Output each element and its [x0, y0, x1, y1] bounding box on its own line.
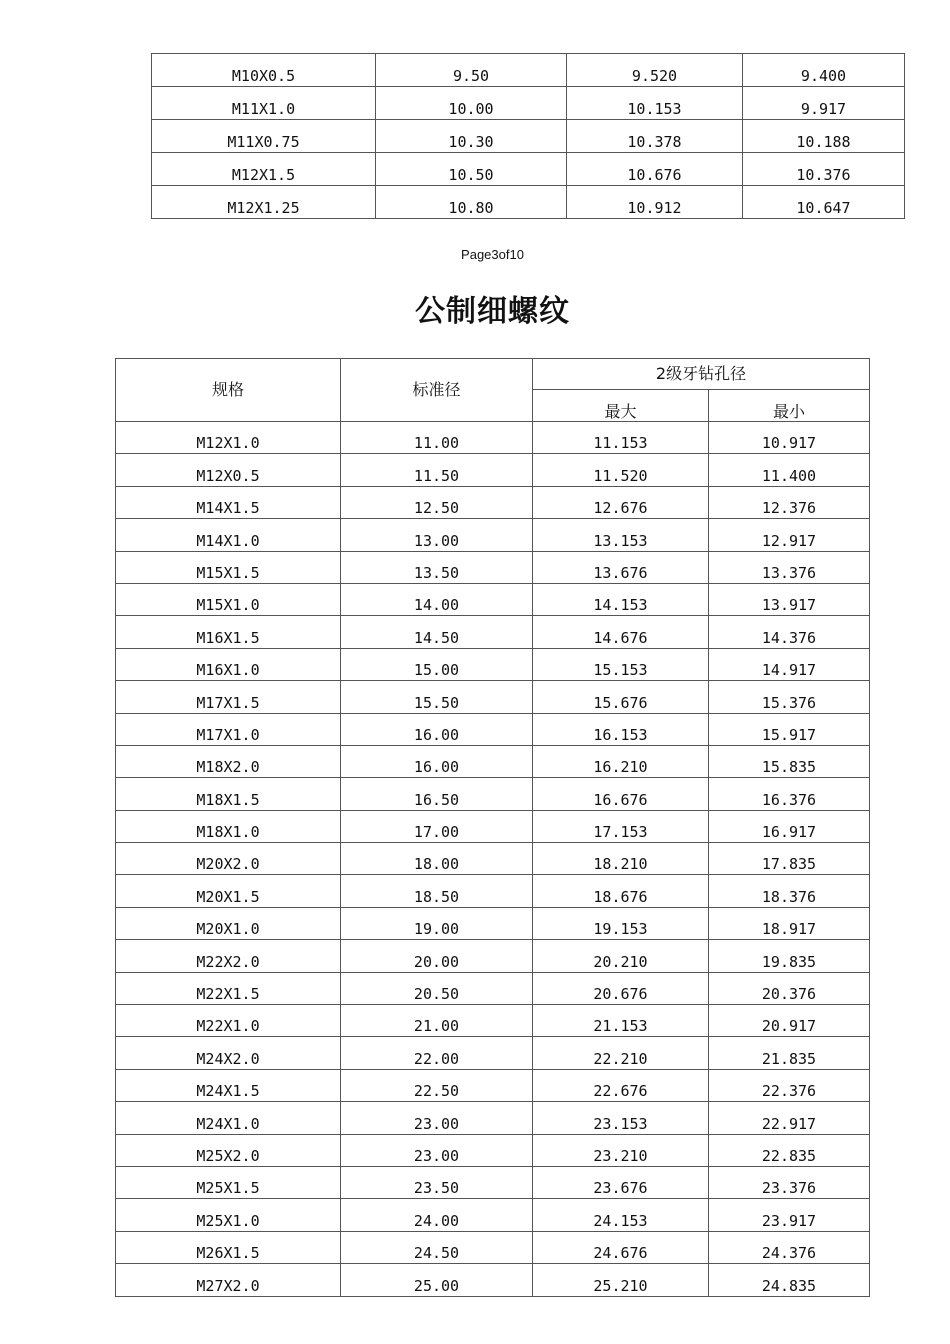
table-row	[152, 120, 905, 153]
header-spec: 规格	[116, 359, 341, 422]
cell-standard-diameter: 18.00	[341, 843, 533, 875]
cell-standard-diameter: 13.50	[341, 551, 533, 583]
cell-max: 18.676	[533, 875, 709, 907]
cell-max: 18.210	[533, 843, 709, 875]
table-row	[152, 186, 905, 219]
cell-max: 23.153	[533, 1102, 709, 1134]
cell-standard-diameter: 10.80	[376, 186, 567, 219]
cell-min: 16.376	[709, 778, 870, 810]
cell-spec: M24X2.0	[116, 1037, 341, 1069]
cell-standard-diameter: 22.50	[341, 1069, 533, 1101]
cell-max: 15.153	[533, 648, 709, 680]
cell-max: 11.153	[533, 422, 709, 454]
cell-min: 15.376	[709, 681, 870, 713]
cell-spec: M16X1.0	[116, 648, 341, 680]
cell-min: 18.376	[709, 875, 870, 907]
table-row	[116, 1264, 870, 1296]
cell-spec: M20X2.0	[116, 843, 341, 875]
table-row	[152, 54, 905, 87]
cell-spec: M14X1.0	[116, 519, 341, 551]
cell-standard-diameter: 25.00	[341, 1264, 533, 1296]
cell-max: 11.520	[533, 454, 709, 486]
cell-min: 10.917	[709, 422, 870, 454]
cell-min: 12.376	[709, 486, 870, 518]
cell-standard-diameter: 10.00	[376, 87, 567, 120]
table-row	[116, 843, 870, 875]
table-header	[116, 359, 870, 422]
cell-max: 21.153	[533, 1005, 709, 1037]
table-row	[116, 486, 870, 518]
cell-min: 22.917	[709, 1102, 870, 1134]
cell-min: 18.917	[709, 907, 870, 939]
cell-min: 16.917	[709, 810, 870, 842]
table-row	[116, 422, 870, 454]
cell-standard-diameter: 14.50	[341, 616, 533, 648]
cell-standard-diameter: 14.00	[341, 583, 533, 615]
cell-spec: M22X2.0	[116, 940, 341, 972]
cell-spec: M12X0.5	[116, 454, 341, 486]
cell-standard-diameter: 23.00	[341, 1102, 533, 1134]
cell-standard-diameter: 23.00	[341, 1134, 533, 1166]
table-body	[116, 422, 870, 1297]
cell-min: 10.647	[743, 186, 905, 219]
cell-standard-diameter: 15.50	[341, 681, 533, 713]
cell-spec: M27X2.0	[116, 1264, 341, 1296]
cell-standard-diameter: 21.00	[341, 1005, 533, 1037]
cell-min: 22.376	[709, 1069, 870, 1101]
cell-max: 20.210	[533, 940, 709, 972]
cell-max: 14.153	[533, 583, 709, 615]
table-row	[152, 153, 905, 186]
header-row	[116, 359, 870, 390]
cell-spec: M22X1.5	[116, 972, 341, 1004]
page-number: Page3of10	[461, 247, 524, 262]
cell-min: 14.376	[709, 616, 870, 648]
cell-standard-diameter: 11.00	[341, 422, 533, 454]
cell-max: 10.153	[567, 87, 743, 120]
cell-standard-diameter: 10.30	[376, 120, 567, 153]
cell-max: 22.210	[533, 1037, 709, 1069]
cell-max: 12.676	[533, 486, 709, 518]
cell-max: 16.153	[533, 713, 709, 745]
cell-spec: M14X1.5	[116, 486, 341, 518]
cell-min: 9.400	[743, 54, 905, 87]
cell-max: 16.676	[533, 778, 709, 810]
cell-spec: M11X1.0	[152, 87, 376, 120]
cell-max: 20.676	[533, 972, 709, 1004]
cell-min: 12.917	[709, 519, 870, 551]
cell-spec: M12X1.0	[116, 422, 341, 454]
cell-standard-diameter: 16.00	[341, 745, 533, 777]
cell-min: 13.376	[709, 551, 870, 583]
cell-min: 15.917	[709, 713, 870, 745]
cell-spec: M25X1.0	[116, 1199, 341, 1231]
page-title: 公制细螺纹	[415, 294, 570, 329]
cell-standard-diameter: 20.00	[341, 940, 533, 972]
cell-max: 25.210	[533, 1264, 709, 1296]
cell-max: 13.676	[533, 551, 709, 583]
cell-standard-diameter: 16.50	[341, 778, 533, 810]
cell-min: 23.917	[709, 1199, 870, 1231]
cell-spec: M22X1.0	[116, 1005, 341, 1037]
cell-min: 24.835	[709, 1264, 870, 1296]
table-row	[116, 1069, 870, 1101]
cell-max: 10.912	[567, 186, 743, 219]
cell-spec: M15X1.0	[116, 583, 341, 615]
cell-spec: M20X1.0	[116, 907, 341, 939]
cell-spec: M25X1.5	[116, 1166, 341, 1198]
cell-spec: M18X1.5	[116, 778, 341, 810]
table-row	[116, 907, 870, 939]
header-min: 最小	[709, 390, 870, 422]
cell-min: 14.917	[709, 648, 870, 680]
table-row	[116, 454, 870, 486]
table-row	[116, 1037, 870, 1069]
cell-standard-diameter: 18.50	[341, 875, 533, 907]
cell-max: 9.520	[567, 54, 743, 87]
cell-max: 14.676	[533, 616, 709, 648]
top-thread-table	[151, 53, 905, 219]
cell-spec: M17X1.5	[116, 681, 341, 713]
table-row	[116, 745, 870, 777]
table-row	[116, 1102, 870, 1134]
cell-spec: M24X1.0	[116, 1102, 341, 1134]
cell-standard-diameter: 15.00	[341, 648, 533, 680]
table-row	[116, 1199, 870, 1231]
cell-min: 9.917	[743, 87, 905, 120]
cell-spec: M10X0.5	[152, 54, 376, 87]
cell-min: 20.376	[709, 972, 870, 1004]
cell-max: 23.676	[533, 1166, 709, 1198]
table-row	[116, 972, 870, 1004]
cell-min: 10.188	[743, 120, 905, 153]
cell-spec: M26X1.5	[116, 1231, 341, 1263]
table-row	[116, 1005, 870, 1037]
cell-min: 21.835	[709, 1037, 870, 1069]
cell-min: 15.835	[709, 745, 870, 777]
header-standard-diameter: 标准径	[341, 359, 533, 422]
cell-spec: M18X2.0	[116, 745, 341, 777]
cell-max: 23.210	[533, 1134, 709, 1166]
top-table-body	[152, 54, 905, 219]
cell-spec: M17X1.0	[116, 713, 341, 745]
cell-standard-diameter: 24.00	[341, 1199, 533, 1231]
cell-standard-diameter: 23.50	[341, 1166, 533, 1198]
cell-standard-diameter: 19.00	[341, 907, 533, 939]
table-row	[116, 648, 870, 680]
cell-standard-diameter: 20.50	[341, 972, 533, 1004]
cell-min: 13.917	[709, 583, 870, 615]
table-row	[116, 940, 870, 972]
cell-standard-diameter: 16.00	[341, 713, 533, 745]
cell-standard-diameter: 22.00	[341, 1037, 533, 1069]
cell-spec: M16X1.5	[116, 616, 341, 648]
cell-max: 16.210	[533, 745, 709, 777]
cell-spec: M24X1.5	[116, 1069, 341, 1101]
cell-spec: M18X1.0	[116, 810, 341, 842]
cell-standard-diameter: 13.00	[341, 519, 533, 551]
cell-spec: M12X1.5	[152, 153, 376, 186]
cell-max: 22.676	[533, 1069, 709, 1101]
cell-max: 24.676	[533, 1231, 709, 1263]
cell-standard-diameter: 12.50	[341, 486, 533, 518]
table-row	[116, 778, 870, 810]
cell-spec: M12X1.25	[152, 186, 376, 219]
cell-standard-diameter: 11.50	[341, 454, 533, 486]
cell-standard-diameter: 24.50	[341, 1231, 533, 1263]
cell-min: 22.835	[709, 1134, 870, 1166]
header-max: 最大	[533, 390, 709, 422]
table-row	[116, 519, 870, 551]
cell-min: 24.376	[709, 1231, 870, 1263]
metric-fine-thread-table	[115, 358, 870, 1297]
cell-spec: M15X1.5	[116, 551, 341, 583]
cell-min: 17.835	[709, 843, 870, 875]
cell-max: 13.153	[533, 519, 709, 551]
cell-min: 11.400	[709, 454, 870, 486]
cell-min: 23.376	[709, 1166, 870, 1198]
table-row	[116, 681, 870, 713]
table-row	[116, 551, 870, 583]
table-row	[116, 810, 870, 842]
table-row	[116, 1231, 870, 1263]
cell-min: 10.376	[743, 153, 905, 186]
cell-spec: M11X0.75	[152, 120, 376, 153]
table-row	[116, 583, 870, 615]
cell-max: 15.676	[533, 681, 709, 713]
table-row	[152, 87, 905, 120]
cell-standard-diameter: 17.00	[341, 810, 533, 842]
header-drill-group: 2级牙钻孔径	[533, 359, 870, 390]
cell-max: 17.153	[533, 810, 709, 842]
table-row	[116, 875, 870, 907]
table-row	[116, 616, 870, 648]
cell-min: 19.835	[709, 940, 870, 972]
table-row	[116, 1166, 870, 1198]
cell-standard-diameter: 10.50	[376, 153, 567, 186]
cell-max: 24.153	[533, 1199, 709, 1231]
table-row	[116, 1134, 870, 1166]
cell-spec: M25X2.0	[116, 1134, 341, 1166]
cell-max: 10.378	[567, 120, 743, 153]
cell-max: 10.676	[567, 153, 743, 186]
cell-spec: M20X1.5	[116, 875, 341, 907]
cell-max: 19.153	[533, 907, 709, 939]
cell-standard-diameter: 9.50	[376, 54, 567, 87]
cell-min: 20.917	[709, 1005, 870, 1037]
table-row	[116, 713, 870, 745]
